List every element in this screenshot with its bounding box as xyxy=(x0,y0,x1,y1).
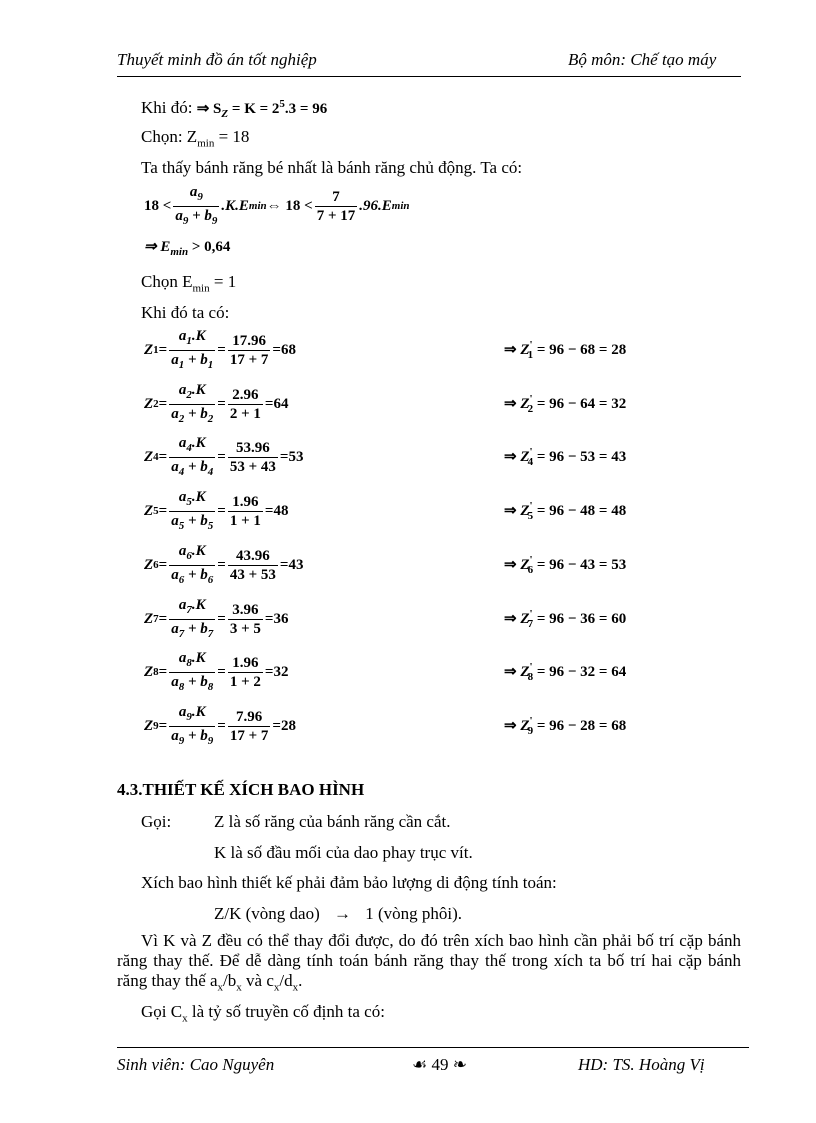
complement-equation: ⇒ $Z'_2 = 96 - 64 = 32$ xyxy=(504,393,627,415)
fraction-symbolic: $\frac{a_6.K}{a_6 + b_6}$ xyxy=(171,542,214,586)
fraction-numeric: $\frac{3.96}{3 + 5}$ xyxy=(229,601,261,637)
complement-equation: ⇒ $Z'_5 = 96 - 48 = 48$ xyxy=(504,500,627,522)
fraction-numeric: $\frac{7.96}{17 + 7}$ xyxy=(229,708,269,744)
inequality-equation: 18 < $\frac{a_9}{a_9 + b_9}$ .K.E min ⇔ 18 < $\frac{7}{7 + 17}$ .96.E min xyxy=(144,184,410,228)
complement-equation: ⇒ $Z'_4 = 96 - 53 = 43$ xyxy=(504,446,627,468)
complement-equation: ⇒ $Z'_7 = 96 - 36 = 60$ xyxy=(504,608,627,630)
fraction-symbolic: $\frac{a_8.K}{a_8 + b_8}$ xyxy=(171,649,214,693)
complement-equation: ⇒ $Z'_1 = 96 - 68 = 28$ xyxy=(504,339,627,361)
gear-equation-row: Z 8 = $\frac{a_8.K}{a_8 + b_8}$ = $\frac{1.96}{1 + 2}$ = 32 ⇒ $Z'_8 = 96 - 32 = 64$ xyxy=(144,650,288,694)
fraction-symbolic: $\frac{a_1.K}{a_1 + b_1}$ xyxy=(171,327,214,371)
chon-emin-line: Chọn $E_{min} = 1$ xyxy=(141,272,237,295)
ornament-right-icon: ❧ xyxy=(452,1055,467,1074)
k-definition: K là số đầu mối của dao phay trục vít. xyxy=(214,843,473,862)
ornament-left-icon: ☙ xyxy=(412,1055,428,1074)
section-title: 4.3.THIẾT KẾ XÍCH BAO HÌNH xyxy=(117,780,365,799)
gear-equation-row: Z 9 = $\frac{a_9.K}{a_9 + b_9}$ = $\frac{7.96}{17 + 7}$ = 28 ⇒ $Z'_9 = 96 - 28 = 68$ xyxy=(144,704,296,748)
paragraph-gears: Vì K và Z đều có thể thay đổi được, do đó trên xích bao hình cần phải bố trí cặp bánh răng thay thế. Để dễ dàng tính toán bánh răng thay thế trong xích ta bố trí hai cặp bánh răng thay thế $a_x/b_x$ và $c_x/d_x$. xyxy=(117,931,741,994)
gear-equation-row: Z 4 = $\frac{a_4.K}{a_4 + b_4}$ = $\frac{53.96}{53 + 43}$ = 53 ⇒ $Z'_4 = 96 - 53 = 43$ xyxy=(144,435,303,479)
khi-do-label: Khi đó: xyxy=(141,98,193,117)
fraction-symbolic: $\frac{a_7.K}{a_7 + b_7}$ xyxy=(171,596,214,640)
arrow-icon: → xyxy=(334,904,352,923)
header-right: Bộ môn: Chế tạo máy xyxy=(568,50,717,69)
chon-zmin-line: Chọn: $Z_{min} = 18$ xyxy=(141,127,250,150)
complement-equation: ⇒ $Z'_8 = 96 - 32 = 64$ xyxy=(504,661,627,683)
fraction-numeric: $\frac{2.96}{2 + 1}$ xyxy=(229,386,261,422)
header-left: Thuyết minh đồ án tốt nghiệp xyxy=(117,50,317,69)
gear-equation-row: Z 2 = $\frac{a_2.K}{a_2 + b_2}$ = $\frac{2.96}{2 + 1}$ = 64 ⇒ $Z'_2 = 96 - 64 = 32$ xyxy=(144,382,288,426)
fraction-numeric: $\frac{17.96}{17 + 7}$ xyxy=(229,332,269,368)
fraction-symbolic: $\frac{a_2.K}{a_2 + b_2}$ xyxy=(171,381,214,425)
intro-line xyxy=(141,93,327,125)
header-rule xyxy=(117,76,741,77)
ratio-line: Z/K (vòng dao) → 1 (vòng phôi). xyxy=(214,904,463,923)
complement-equation: ⇒ $Z'_9 = 96 - 28 = 68$ xyxy=(504,715,627,737)
emin-result: ⇒ $E_{min} > 0,64$ xyxy=(144,239,231,258)
gear-equation-row: Z 5 = $\frac{a_5.K}{a_5 + b_5}$ = $\frac{1.96}{1 + 1}$ = 48 ⇒ $Z'_5 = 96 - 48 = 48$ xyxy=(144,489,288,533)
gear-equation-row: Z 6 = $\frac{a_6.K}{a_6 + b_6}$ = $\frac{43.96}{43 + 53}$ = 43 ⇒ $Z'_6 = 96 - 43 = 53$ xyxy=(144,543,303,587)
footer-rule xyxy=(117,1047,749,1048)
fraction-symbolic: $\frac{a_4.K}{a_4 + b_4}$ xyxy=(171,434,214,478)
gear-equation-row: Z 7 = $\frac{a_7.K}{a_7 + b_7}$ = $\frac{3.96}{3 + 5}$ = 36 ⇒ $Z'_7 = 96 - 36 = 60$ xyxy=(144,597,288,641)
khi-do-ta-co-line: Khi đó ta có: xyxy=(141,303,230,322)
fraction-a9: $\frac{a_9}{a_9 + b_9}$ xyxy=(175,183,218,227)
fraction-symbolic: $\frac{a_5.K}{a_5 + b_5}$ xyxy=(171,488,214,532)
fraction-numeric: $\frac{53.96}{53 + 43}$ xyxy=(229,439,276,475)
fraction-symbolic: $\frac{a_9.K}{a_9 + b_9}$ xyxy=(171,703,214,747)
page-number: 49 xyxy=(431,1055,449,1074)
fraction-numeric: $\frac{1.96}{1 + 1}$ xyxy=(229,493,261,529)
xich-line: Xích bao hình thiết kế phải đảm bảo lượng di động tính toán: xyxy=(141,873,557,892)
goi-label: Gọi: xyxy=(141,812,172,831)
page-number-block xyxy=(412,1055,467,1075)
fraction-7: $\frac{7}{7 + 17}$ xyxy=(316,188,356,224)
goi-cx-line: Gọi $C_x$ là tỷ số truyền cố định ta có: xyxy=(141,1002,385,1025)
footer-left: Sinh viên: Cao Nguyên xyxy=(117,1055,275,1074)
footer-right: HD: TS. Hoàng Vị xyxy=(578,1055,705,1074)
z-definition: Z là số răng của bánh răng cần cắt. xyxy=(214,812,451,831)
ta-thay-line: Ta thấy bánh răng bé nhất là bánh răng chủ động. Ta có: xyxy=(141,158,523,177)
fraction-numeric: $\frac{1.96}{1 + 2}$ xyxy=(229,654,261,690)
complement-equation: ⇒ $Z'_6 = 96 - 43 = 53$ xyxy=(504,554,627,576)
fraction-numeric: $\frac{43.96}{43 + 53}$ xyxy=(229,547,276,583)
gear-equation-row: Z 1 = $\frac{a_1.K}{a_1 + b_1}$ = $\frac{17.96}{17 + 7}$ = 68 ⇒ $Z'_1 = 96 - 68 = 28$ xyxy=(144,328,296,372)
sz-equation: ⇒ $S_Z = K = 2^5.3 = 96$ xyxy=(196,98,328,120)
